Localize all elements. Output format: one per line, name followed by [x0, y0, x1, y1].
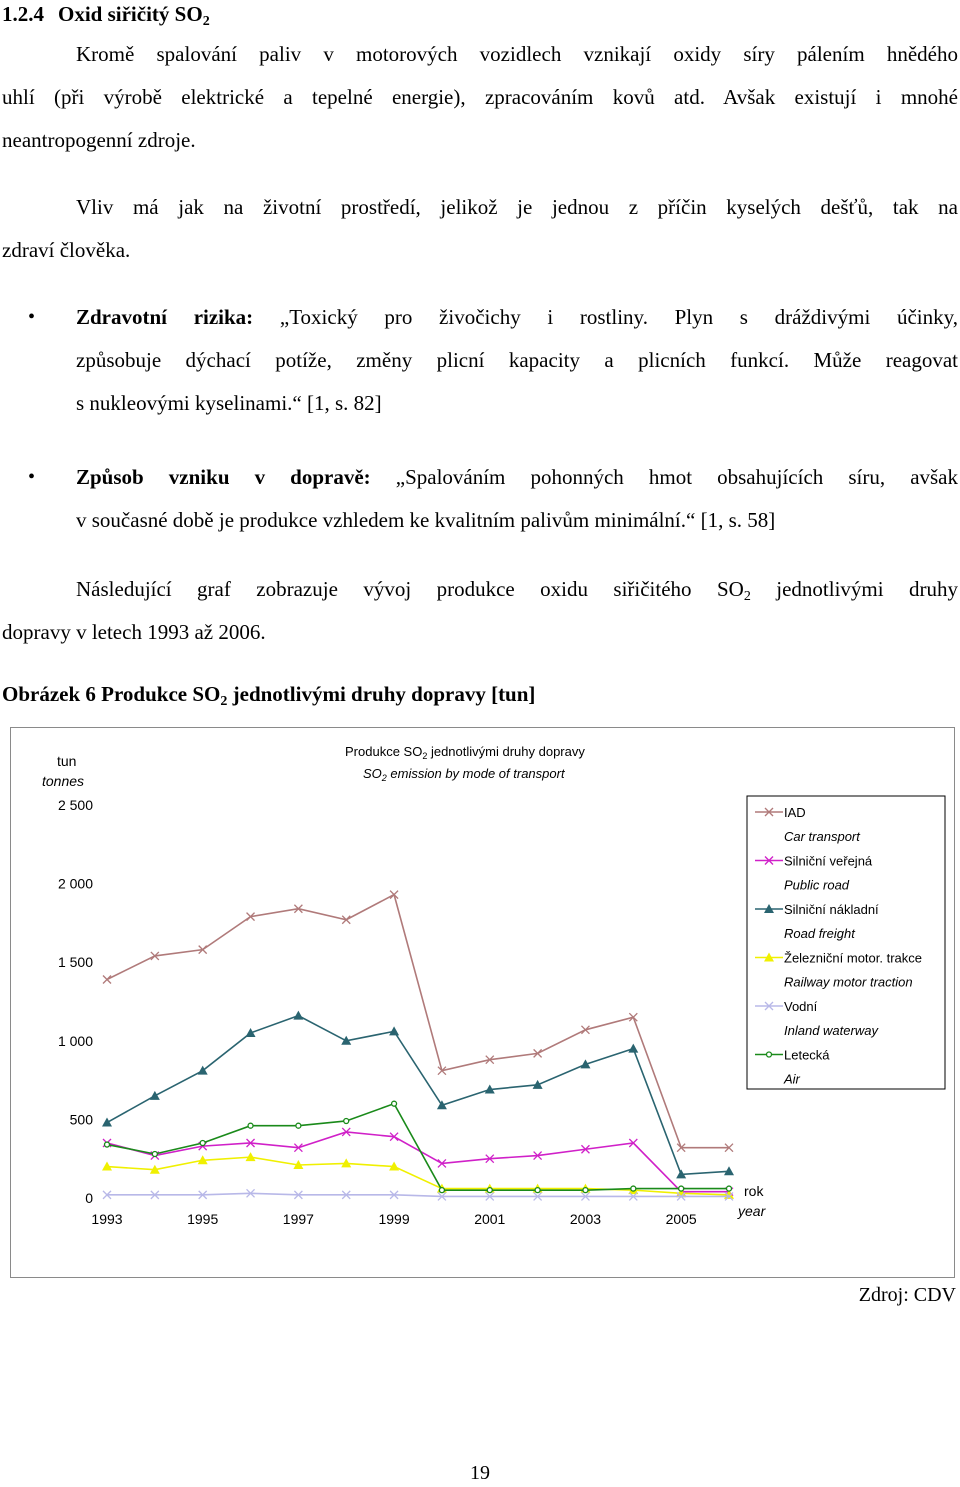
- y-axis-label-cz: tun: [57, 753, 77, 769]
- data-point: [535, 1188, 540, 1193]
- figure-caption-pre: Obrázek 6 Produkce SO: [2, 682, 221, 706]
- legend-label: Silniční nákladní: [784, 902, 879, 917]
- legend-label-en: Public road: [784, 877, 850, 893]
- y-tick-label: 500: [69, 1111, 93, 1128]
- data-point: [248, 1123, 253, 1128]
- data-point: [533, 1080, 543, 1089]
- data-point: [727, 1186, 732, 1191]
- section-heading: [2, 2, 210, 30]
- bullet-1-label: Zdravotní rizika:: [76, 305, 254, 329]
- x-axis-label-cz: rok: [744, 1183, 764, 1199]
- legend-label-en: Inland waterway: [784, 1023, 878, 1038]
- figure-caption-subscript: 2: [220, 694, 228, 709]
- data-point: [392, 1101, 397, 1106]
- x-tick-label: 2003: [569, 1211, 602, 1227]
- data-point: [200, 1140, 205, 1145]
- paragraph-1-line-3: neantropogenní zdroje.: [2, 128, 196, 152]
- bullet-2-line-1: [76, 456, 958, 499]
- series-3: [102, 1152, 734, 1199]
- section-title-subscript: 2: [202, 14, 210, 29]
- data-point: [152, 1151, 157, 1156]
- section-number: 1.2.4: [2, 2, 44, 26]
- legend-label: IAD: [784, 805, 806, 820]
- data-point: [344, 1118, 349, 1123]
- x-tick-label: 1995: [187, 1211, 219, 1227]
- paragraph-3-line-2: dopravy v letech 1993 až 2006.: [2, 620, 266, 644]
- x-tick-label: 1997: [282, 1211, 314, 1227]
- bullet-2-line-2: v současné době je produkce vzhledem ke kvalitním palivům minimální.“ [1, s. 58]: [76, 508, 776, 532]
- bullet-1-text-1: „Toxický pro živočichy i rostliny. Plyn s dráždivými účinky,: [279, 305, 959, 329]
- paragraph-1: [2, 33, 958, 162]
- x-tick-label: 1999: [378, 1211, 410, 1227]
- legend-label: Silniční veřejná: [784, 853, 873, 869]
- x-axis-label-en: year: [738, 1203, 766, 1219]
- legend-label-en: Air: [784, 1071, 800, 1087]
- series-0: [103, 891, 733, 1152]
- chart-title-cz: Produkce $SO_2$ jednotlivými druhy dopravy: [345, 744, 585, 761]
- paragraph-3-text-pre: Následující graf zobrazuje vývoj produkce oxidu siřičitého SO: [76, 577, 744, 601]
- bullet-2-label: Způsob vzniku v dopravě:: [76, 465, 371, 489]
- data-point: [389, 1026, 399, 1035]
- data-point: [105, 1142, 110, 1147]
- figure-caption: [2, 682, 535, 710]
- data-point: [439, 1188, 444, 1193]
- so2-emission-chart: [11, 728, 954, 1277]
- figure-caption-post: jednotlivými druhy dopravy [tun]: [227, 682, 536, 706]
- page-number: 19: [470, 1462, 490, 1484]
- data-point: [150, 1091, 160, 1100]
- paragraph-2-line-2: zdraví člověka.: [2, 238, 131, 262]
- data-point: [296, 1123, 301, 1128]
- paragraph-3: [2, 568, 958, 654]
- legend-label-en: Railway motor traction: [784, 974, 913, 990]
- data-point: [583, 1188, 588, 1193]
- bullet-1-line-3: s nukleovými kyselinami.“ [1, s. 82]: [76, 391, 382, 415]
- paragraph-1-line-2: uhlí (při výrobě elektrické a tepelné energie), zpracováním kovů atd. Avšak existují i mnohé: [2, 85, 958, 109]
- chart-frame: [10, 727, 955, 1278]
- data-point: [631, 1186, 636, 1191]
- series-2: [102, 1011, 734, 1179]
- legend-label-en: Road freight: [784, 926, 855, 941]
- paragraph-3-subscript: 2: [743, 589, 751, 604]
- bullet-item-origin-in-transport: [0, 456, 958, 546]
- y-axis-label-en: tonnes: [42, 773, 85, 789]
- series-line: [107, 895, 729, 1148]
- legend-marker: [767, 1052, 772, 1057]
- paragraph-1-line-1: Kromě spalování paliv v motorových vozidlech vznikají oxidy síry pálením hnědého: [76, 42, 958, 66]
- data-point: [103, 975, 111, 983]
- y-tick-label: 1 000: [57, 1032, 93, 1049]
- y-tick-label: 0: [85, 1190, 93, 1206]
- legend-label-en: Car transport: [784, 829, 860, 844]
- y-tick-label: 2 000: [57, 875, 93, 892]
- figure-source: Zdroj: CDV: [858, 1284, 956, 1306]
- paragraph-3-text-post: jednotlivými druhy: [776, 577, 959, 601]
- legend-label: Železniční motor. trakce: [784, 950, 922, 966]
- bullet-1-line-2: způsobuje dýchací potíže, změny plicní kapacity a plicních funkcí. Může reagovat: [76, 348, 958, 372]
- data-point: [487, 1188, 492, 1193]
- data-point: [293, 1011, 303, 1020]
- bullet-marker: •: [28, 306, 36, 328]
- y-tick-label: 2 500: [57, 797, 93, 813]
- bullet-item-health-risks: [0, 296, 958, 426]
- bullet-2-text-1: „Spalováním pohonných hmot obsahujících síru, avšak: [395, 465, 959, 489]
- x-tick-label: 2001: [474, 1211, 506, 1227]
- data-point: [679, 1186, 684, 1191]
- paragraph-2-line-1: Vliv má jak na životní prostředí, jelikož je jednou z příčin kyselých dešťů, tak na: [76, 195, 958, 219]
- legend-label: Letecká: [784, 1047, 830, 1063]
- x-tick-label: 2005: [665, 1211, 697, 1227]
- data-point: [102, 1118, 112, 1127]
- chart-title-en: $SO_2$ emission by mode of transport: [363, 766, 565, 783]
- paragraph-2: [2, 186, 958, 272]
- y-tick-label: 1 500: [57, 954, 93, 971]
- section-title: Oxid siřičitý SO: [58, 2, 203, 26]
- data-point: [628, 1044, 638, 1053]
- bullet-1-line-1: [76, 296, 958, 339]
- legend-label: Vodní: [784, 999, 818, 1014]
- bullet-marker: •: [28, 466, 36, 488]
- x-tick-label: 1993: [91, 1211, 123, 1227]
